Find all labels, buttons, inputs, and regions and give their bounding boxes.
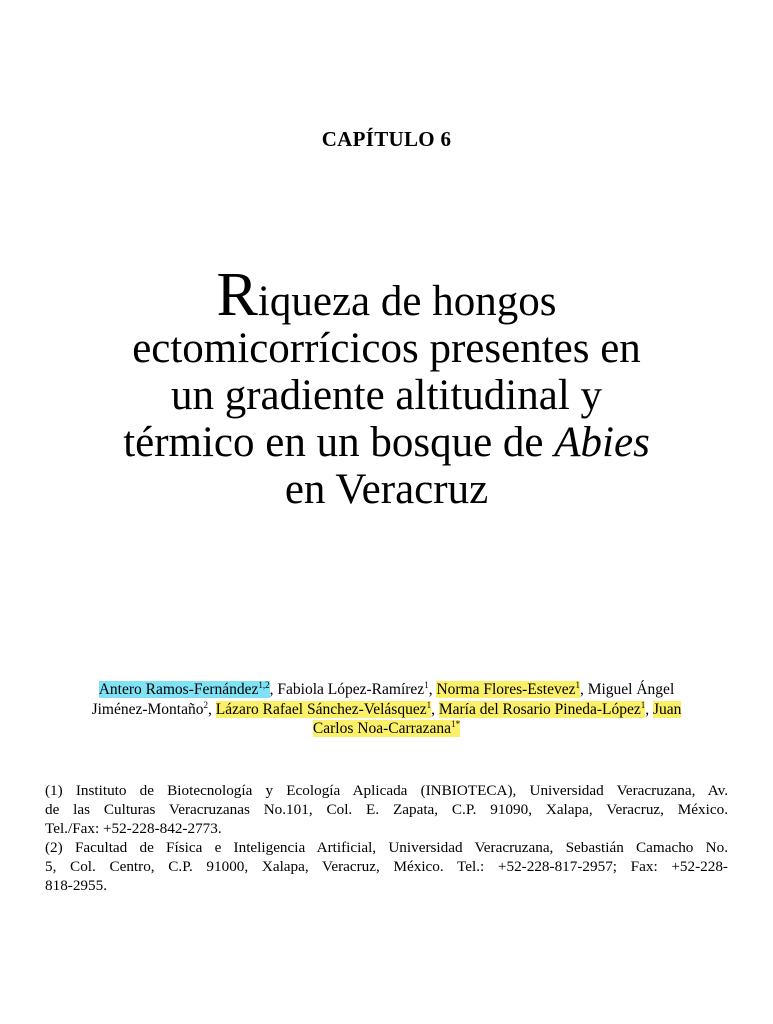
author-1 (99, 681, 270, 698)
title-line-4 (40, 419, 733, 466)
affiliations (45, 781, 728, 895)
affiliation-2-line-2: 5, Col. Centro, C.P. 91000, Xalapa, Veracruz, México. Tel.: +52-228-817-2957; Fax: +52-228- (45, 858, 728, 875)
author-line-2: Jiménez-Montaño$^2$, Lázaro Rafael Sánchez-Velásquez$^1$, María del Rosario Pineda-López$^1$, Juan (91, 699, 682, 718)
author-5-affil-mark: 1 (426, 699, 432, 710)
author-2-name: Fabiola López-Ramírez (277, 681, 425, 698)
author-2-affil-mark: 1 (424, 679, 429, 690)
author-4-name-part2: Jiménez-Montaño (91, 700, 204, 718)
author-3 (436, 681, 580, 698)
affiliation-1-line-3: Tel./Fax: +52-228-842-2773. (45, 820, 222, 837)
author-6-name: María del Rosario Pineda-López (438, 700, 641, 718)
title-line-1-text: iqueza de hongos (257, 278, 557, 325)
author-4-name-part1: Miguel Ángel (587, 681, 675, 698)
author-6-affil-mark: 1 (640, 699, 646, 710)
author-5-name: Lázaro Rafael Sánchez-Velásquez (215, 700, 427, 718)
author-2 (277, 681, 428, 698)
chapter-title (40, 261, 733, 513)
author-7 (313, 720, 460, 737)
title-line-5: en Veracruz (284, 466, 489, 513)
title-line-4-text: térmico en un bosque de (123, 419, 544, 466)
affiliation-2-line-3: 818-2955. (45, 877, 108, 894)
author-7-name-part1: Juan (652, 700, 682, 718)
author-list (50, 680, 723, 739)
author-line-1: Antero Ramos-Fernández$^{1,2}$, Fabiola López-Ramírez$^1$, Norma Flores-Estevez$^1$, Miguel Ángel (98, 679, 675, 698)
affiliation-1-line-1: (1) Instituto de Biotecnología y Ecología Aplicada (INBIOTECA), Universidad Veracruzana, Av. (45, 782, 728, 799)
author-6 (439, 701, 645, 718)
title-genus-italic: Abies (554, 419, 650, 466)
author-3-name: Norma Flores-Estevez (436, 681, 576, 698)
affiliation-2-line-1: (2) Facultad de Física e Inteligencia Artificial, Universidad Veracruzana, Sebastián Camacho No. (45, 839, 728, 856)
author-1-name: Antero Ramos-Fernández (98, 681, 259, 698)
author-1-affil-mark: 1,2 (258, 679, 270, 690)
author-7-name-part2: Carlos Noa-Carrazana (312, 720, 452, 737)
author-5 (216, 701, 431, 718)
chapter-heading: CAPÍTULO 6 (321, 127, 452, 151)
title-line-2: ectomicorrícicos presentes en (132, 325, 641, 372)
author-3-affil-mark: 1 (575, 679, 580, 690)
title-line-3: un gradiente altitudinal y (170, 372, 603, 419)
author-4-affil-mark: 2 (203, 699, 208, 710)
author-7-affil-mark: 1* (451, 718, 461, 729)
title-line-1 (40, 261, 733, 329)
affiliation-1-line-2: de las Culturas Veracruzanas No.101, Col. E. Zapata, C.P. 91090, Xalapa, Veracruz, México. (45, 801, 728, 818)
author-line-3 (50, 719, 723, 739)
title-dropcap: R (216, 261, 258, 329)
